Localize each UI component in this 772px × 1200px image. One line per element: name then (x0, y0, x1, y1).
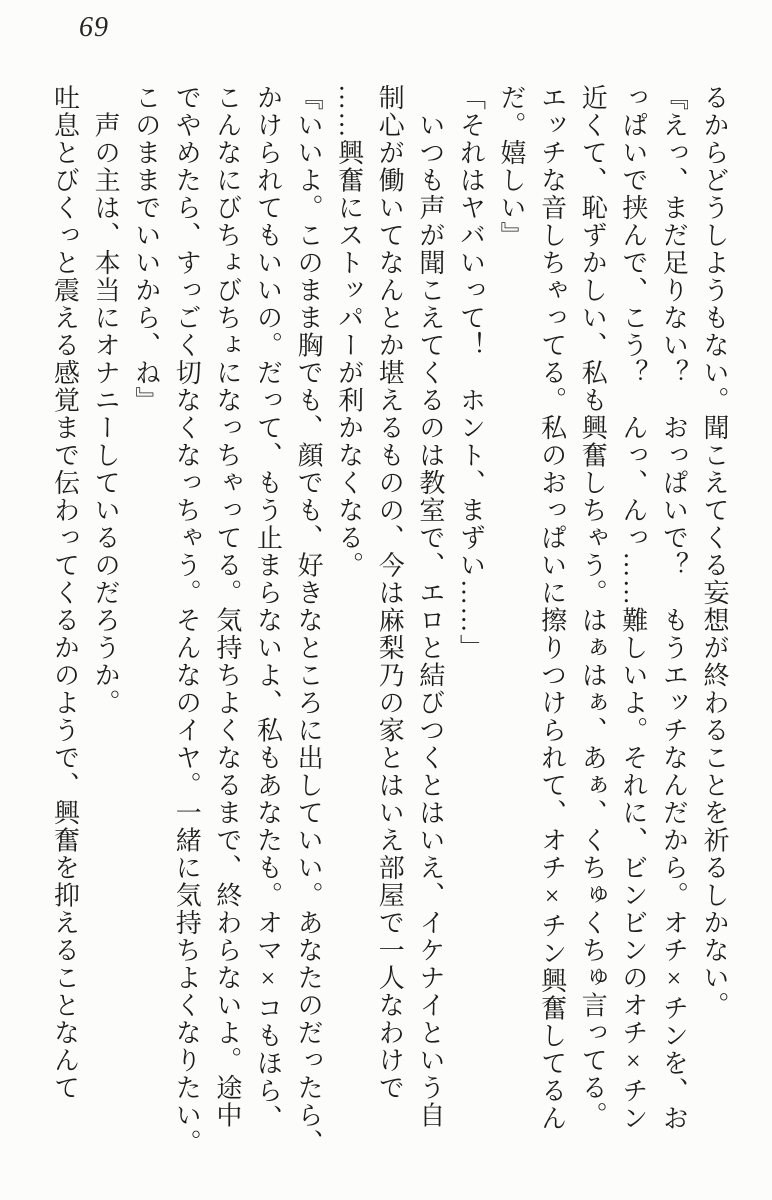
text-column: っぱいで挟んで、こう？ んっ、んっ……難しいよ。それに、ビンビンのオチ×チン (618, 84, 648, 1132)
text-column: だ。嬉しい』 (497, 84, 527, 249)
text-column: エッチな音しちゃってる。私のおっぱいに擦りつけられて、オチ×チン興奮してるん (537, 84, 567, 1132)
text-column: でやめたら、すっごく切なくなっちゃう。そんなのイヤ。一緒に気持ちよくなりたい。 (172, 84, 202, 1157)
text-column: いつも声が聞こえてくるのは教室で、エロと結びつくとはいえ、イケナイという自 (415, 84, 445, 1129)
text-column: 『えっ、まだ足りない？ おっぱいで？ もうエッチなんだから。オチ×チンを、お (659, 84, 689, 1132)
text-column: 吐息とびくっと震える感覚まで伝わってくるかのようで、興奮を抑えることなんて (50, 84, 80, 1102)
text-column: かけられてもいいの。だって、もう止まらないよ、私もあなたも。オマ×コもほら、 (253, 84, 283, 1132)
text-column: 「それはヤバいって！ ホント、まずい……」 (456, 84, 486, 662)
text-column: 制心が働いてなんとか堪えるものの、今は麻梨乃の家とはいえ部屋で一人なわけで (375, 84, 405, 1102)
text-column: このままでいいから、ね』 (131, 84, 161, 414)
text-column: 声の主は、本当にオナニーしているのだろうか。 (91, 84, 121, 717)
page-number: 69 (79, 12, 109, 43)
text-column: こんなにびちょびちょになっちゃってる。気持ちよくなるまで、終わらないよ。途中 (212, 84, 242, 1129)
text-column: るからどうしようもない。聞こえてくる妄想が終わることを祈るしかない。 (700, 84, 729, 1019)
text-column: 『いいよ。このまま胸でも、顔でも、好きなところに出していい。あなたのだったら、 (294, 84, 324, 1157)
page-text-block (44, 84, 734, 1164)
text-column: 近くて、恥ずかしい、私も興奮しちゃう。はぁはぁ、あぁ、くちゅくちゅ言ってる。 (578, 84, 608, 1129)
text-column: ……興奮にストッパーが利かなくなる。 (334, 84, 364, 579)
